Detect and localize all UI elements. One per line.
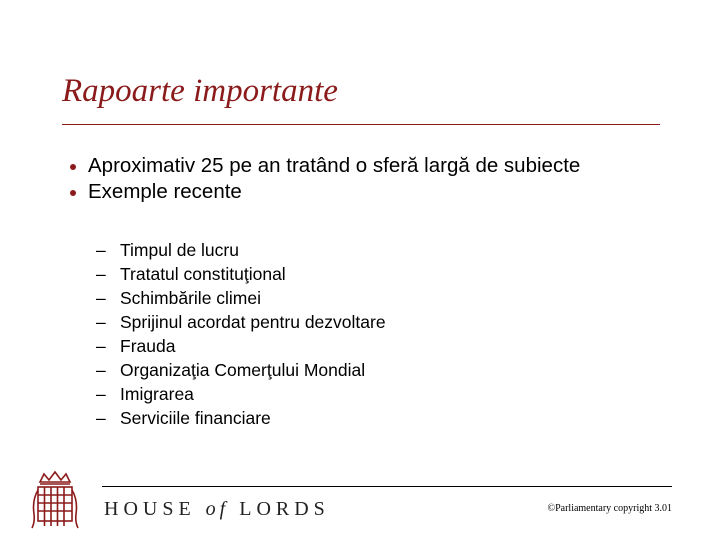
brand-house: HOUSE [104,498,196,520]
dash-marker: – [96,360,106,380]
sub-bullet-item [96,262,386,286]
brand-of: of [205,498,230,520]
sub-bullet-list [96,238,386,430]
title-divider [62,124,660,125]
bullet-dot-icon [70,164,76,170]
copyright-notice: ©Parliamentary copyright 3.01 [547,503,672,514]
sub-bullet-item [96,238,386,262]
portcullis-icon [30,470,80,537]
sub-bullet-item [96,334,386,358]
bullet-text: Exemple recente [88,180,242,203]
sub-bullet-text: Serviciile financiare [120,408,271,428]
sub-bullet-text: Timpul de lucru [120,240,239,260]
bullet-text: Aproximativ 25 pe an tratând o sferă largă de subiecte [88,154,581,177]
house-of-lords-wordmark [104,498,330,521]
dash-marker: – [96,264,106,284]
dash-marker: – [96,384,106,404]
bullet-item [70,182,630,202]
sub-bullet-text: Schimbările climei [120,288,262,308]
bullet-item [70,156,630,176]
sub-bullet-item [96,286,386,310]
dash-marker: – [96,240,106,260]
dash-marker: – [96,288,106,308]
dash-marker: – [96,312,106,332]
sub-bullet-item [96,310,386,334]
slide-title: Rapoarte importante [62,73,338,109]
sub-bullet-text: Imigrarea [120,384,194,404]
sub-bullet-item [96,406,386,430]
sub-bullet-text: Organizaţia Comerţului Mondial [120,360,366,380]
sub-bullet-item [96,382,386,406]
brand-lords: LORDS [239,498,330,520]
sub-bullet-text: Frauda [120,336,176,356]
dash-marker: – [96,408,106,428]
bullet-dot-icon [70,190,76,196]
footer-divider [102,486,672,487]
sub-bullet-item [96,358,386,382]
bullet-list [70,156,630,202]
dash-marker: – [96,336,106,356]
sub-bullet-text: Tratatul constituţional [120,264,286,284]
sub-bullet-text: Sprijinul acordat pentru dezvoltare [120,312,386,332]
